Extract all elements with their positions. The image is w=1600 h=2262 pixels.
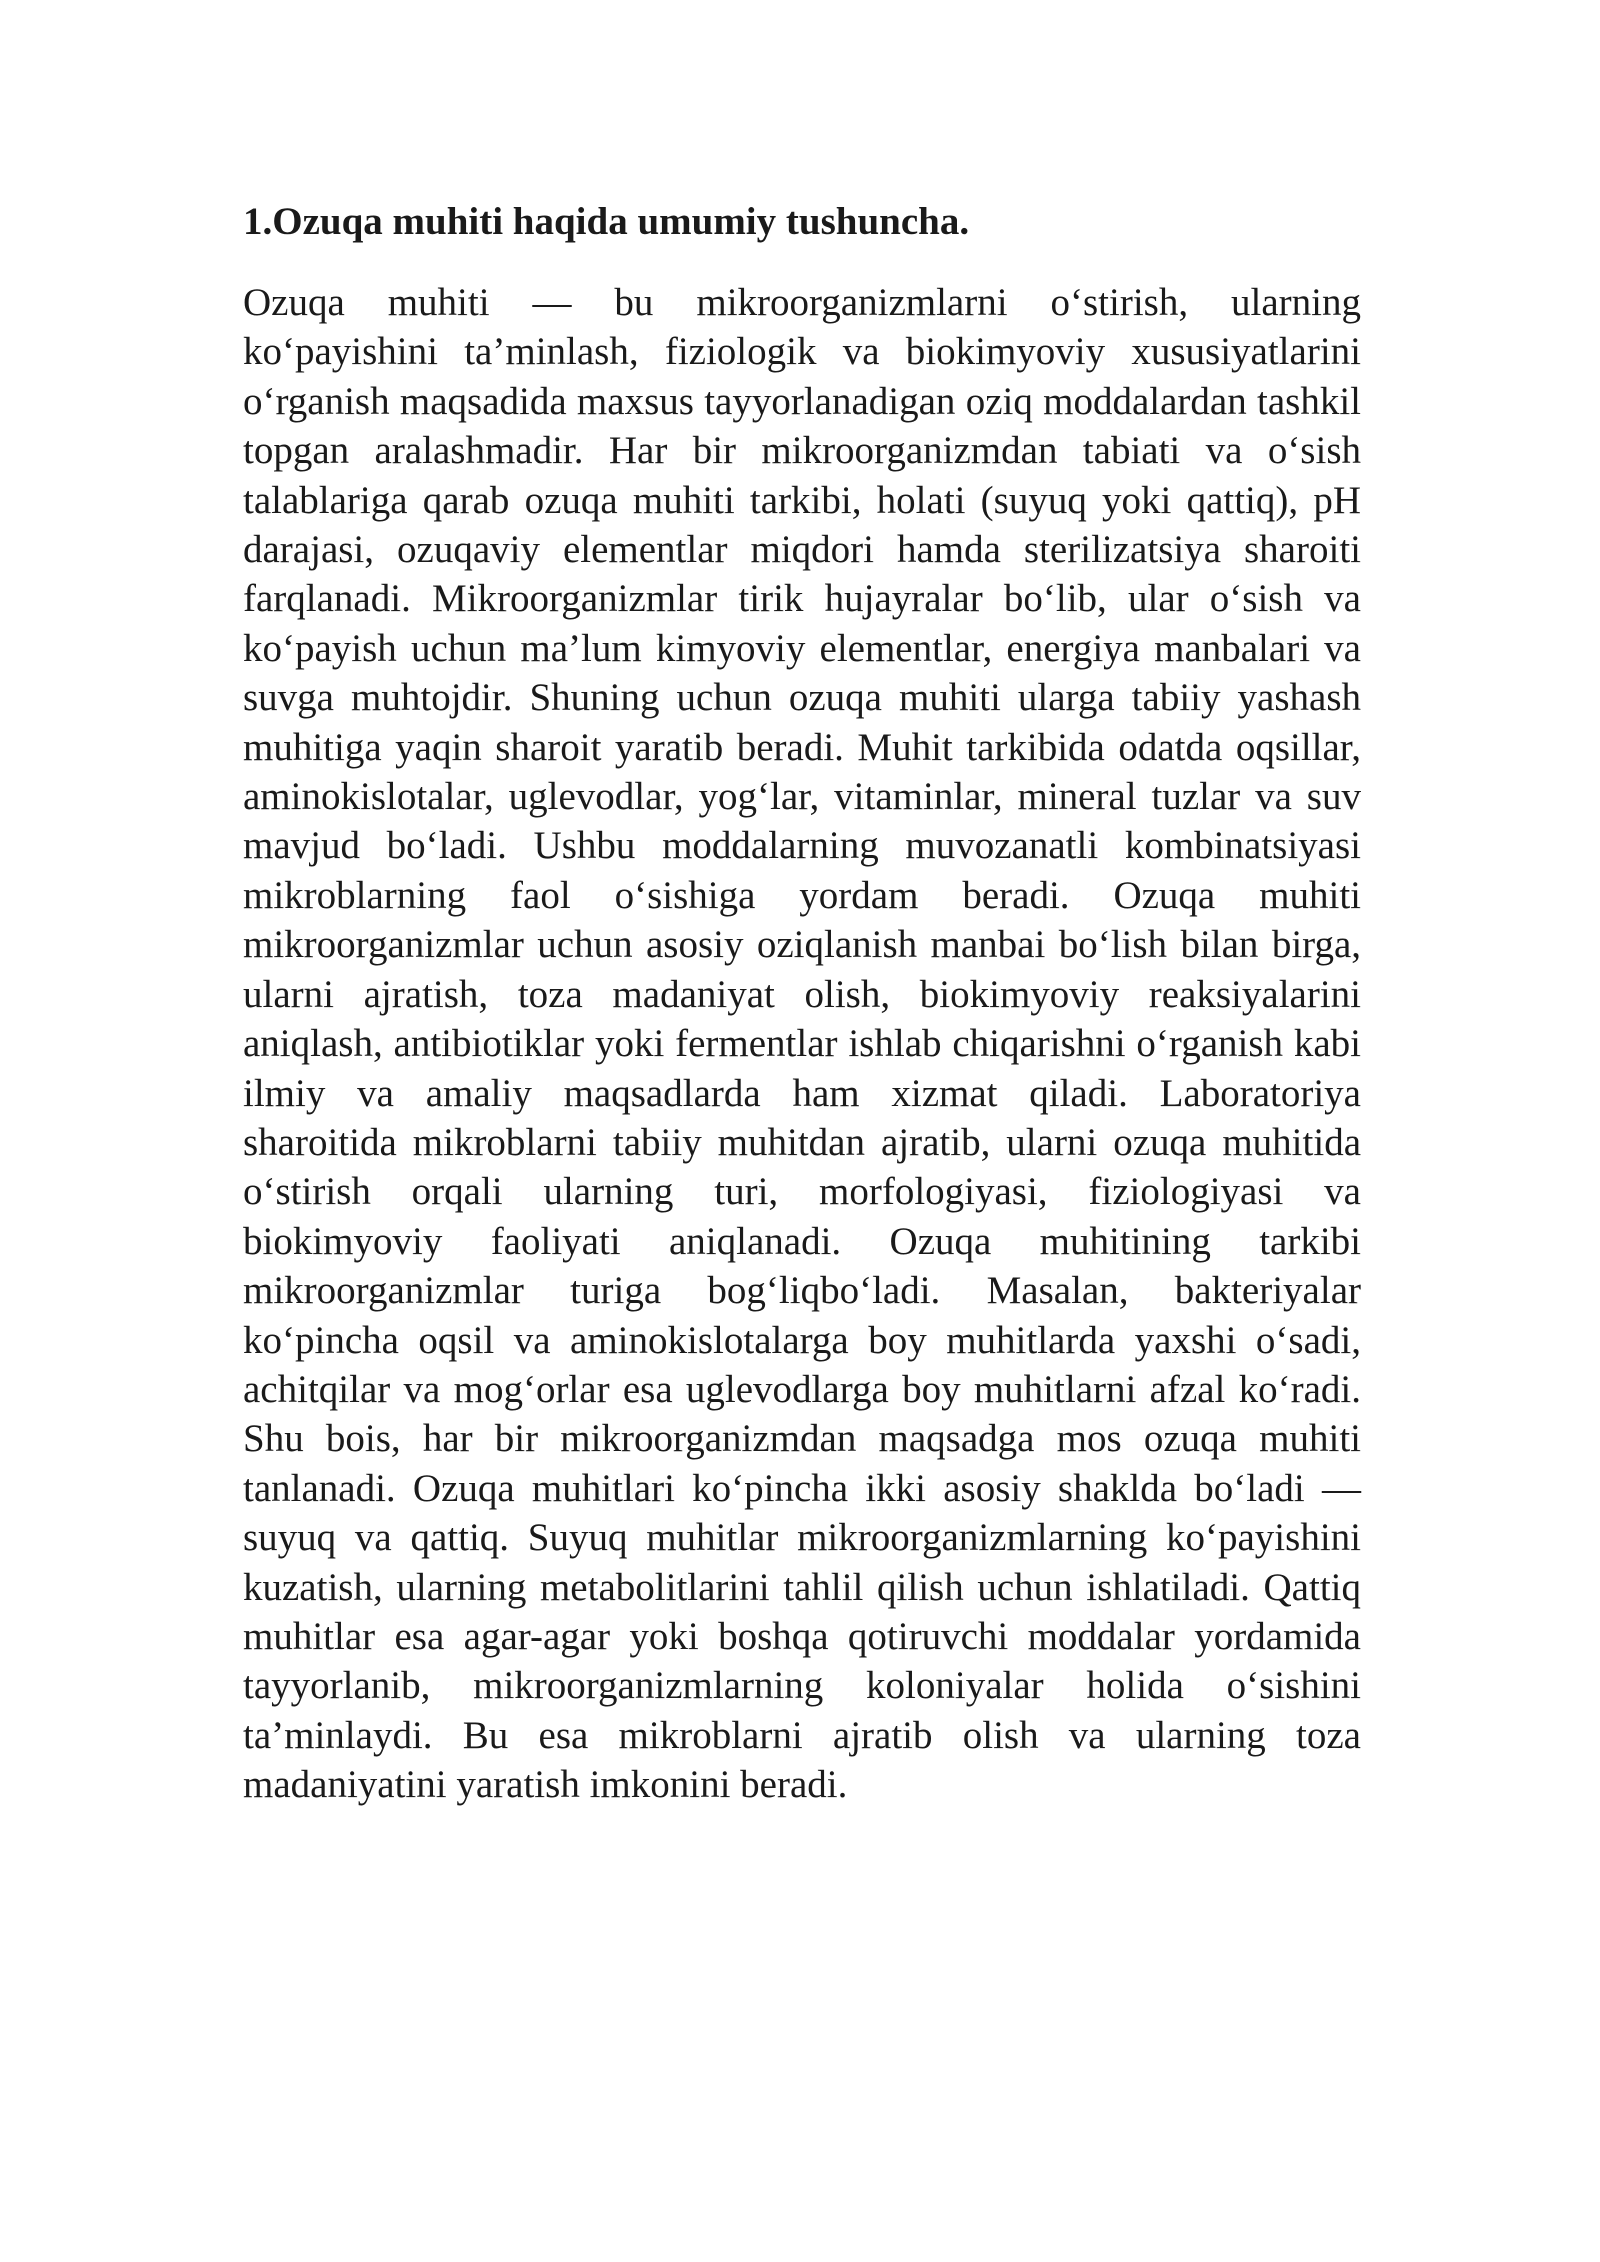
section-heading: 1.Ozuqa muhiti haqida umumiy tushuncha.	[243, 200, 970, 243]
body-paragraph: Ozuqa muhiti — bu mikroorganizmlarni o‘stirish, ularning ko‘payishini ta’minlash, fiziologik va biokimyoviy xususiyatlarini o‘rganish maqsadida maxsus tayyorlanadigan oziq moddalardan tashkil topgan aralashmadir. Har bir mikroorganizmdan tabiati va o‘sish talablariga qarab ozuqa muhiti tarkibi, holati (suyuq yoki qattiq), pH darajasi, ozuqaviy elementlar miqdori hamda sterilizatsiya sharoiti farqlanadi. Mikroorganizmlar tirik hujayralar bo‘lib, ular o‘sish va ko‘payish uchun ma’lum kimyoviy elementlar, energiya manbalari va suvga muhtojdir. Shuning uchun ozuqa muhiti ularga tabiiy yashash muhitiga yaqin sharoit yaratib beradi. Muhit tarkibida odatda oqsillar, aminokislotalar, uglevodlar, yog‘lar, vitaminlar, mineral tuzlar va suv mavjud bo‘ladi. Ushbu moddalarning muvozanatli kombinatsiyasi mikroblarning faol o‘sishiga yordam beradi. Ozuqa muhiti mikroorganizmlar uchun asosiy oziqlanish manbai bo‘lish bilan birga, ularni ajratish, toza madaniyat olish, biokimyoviy reaksiyalarini aniqlash, antibiotiklar yoki fermentlar ishlab chiqarishni o‘rganish kabi ilmiy va amaliy maqsadlarda ham xizmat qiladi. Laboratoriya sharoitida mikroblarni tabiiy muhitdan ajratib, ularni ozuqa muhitida o‘stirish orqali ularning turi, morfologiyasi, fiziologiyasi va biokimyoviy faoliyati aniqlanadi. Ozuqa muhitining tarkibi mikroorganizmlar turiga bog‘liqbo‘ladi. Masalan, bakteriyalar ko‘pincha oqsil va aminokislotalarga boy muhitlarda yaxshi o‘sadi, achitqilar va mog‘orlar esa uglevodlarga boy muhitlarni afzal ko‘radi. Shu bois, har bir mikroorganizmdan maqsadga mos ozuqa muhiti tanlanadi. Ozuqa muhitlari ko‘pincha ikki asosiy shaklda bo‘ladi — suyuq va qattiq. Suyuq muhitlar mikroorganizmlarning ko‘payishini kuzatish, ularning metabolitlarini tahlil qilish uchun ishlatiladi. Qattiq muhitlar esa agar-agar yoki boshqa qotiruvchi moddalar yordamida tayyorlanib, mikroorganizmlarning koloniyalar holida o‘sishini ta’minlaydi. Bu esa mikroblarni ajratib olish va ularning toza madaniyatini yaratish imkonini beradi.	[243, 281, 1361, 1807]
document-content	[243, 196, 1361, 1810]
